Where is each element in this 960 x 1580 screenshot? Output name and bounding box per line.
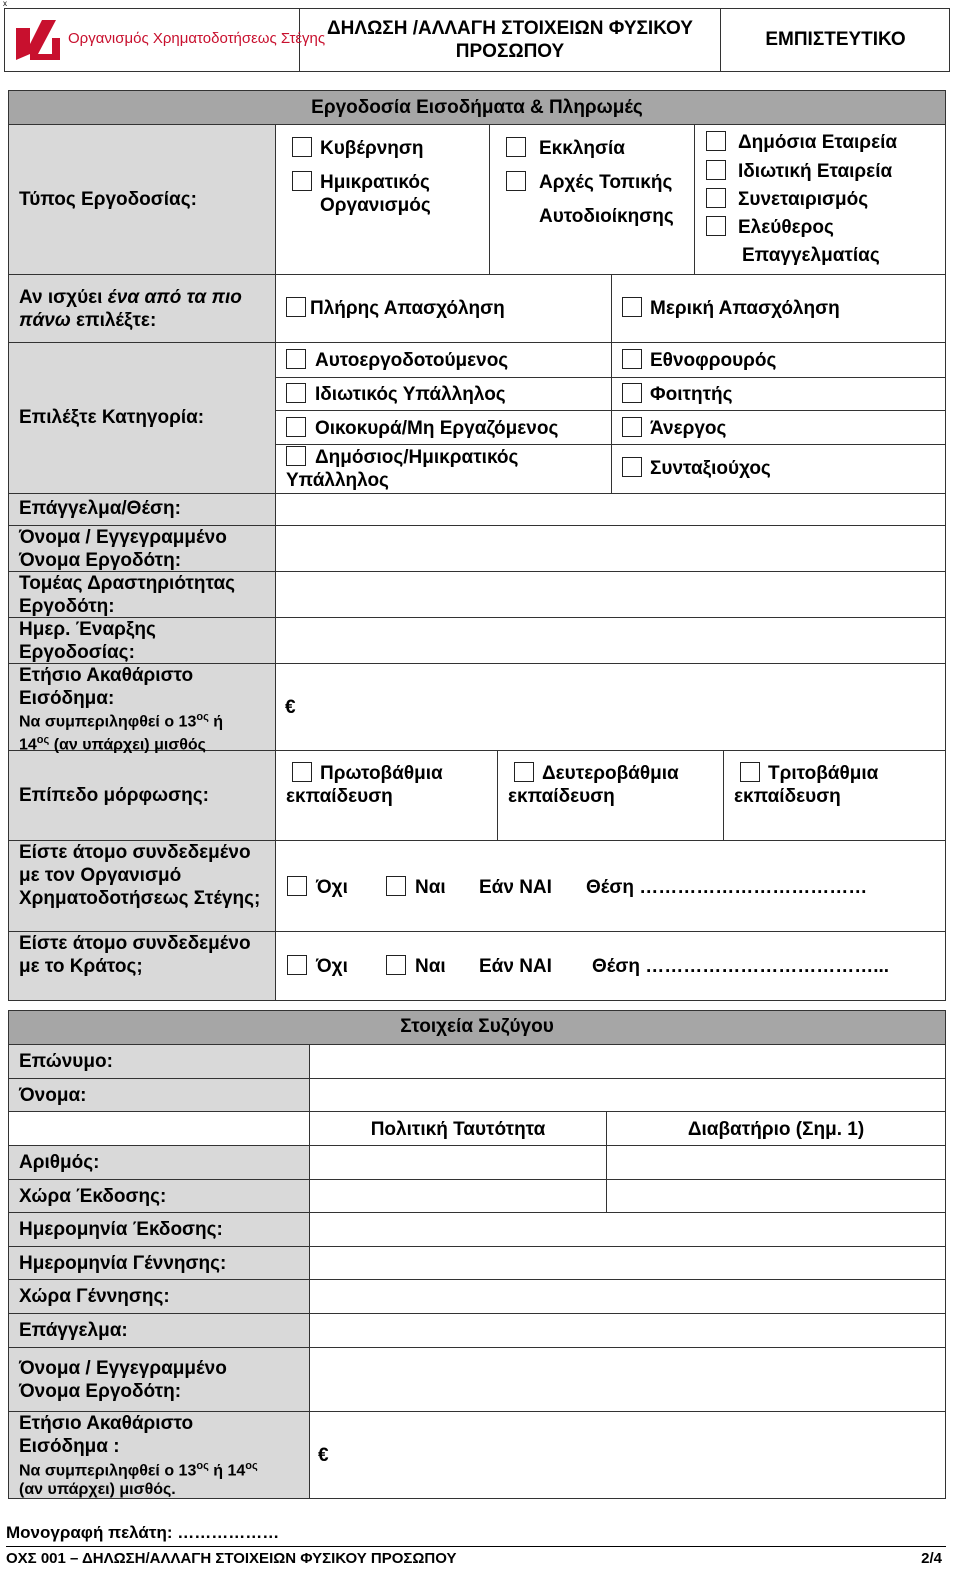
public-company-checkbox[interactable]: [706, 131, 726, 151]
unemployed-label: Άνεργος: [650, 418, 727, 439]
related-ohs-yes-label: Ναι: [415, 877, 446, 898]
spouse-birth-date-field[interactable]: [309, 1246, 946, 1280]
self-employed-label: Αυτοεργοδοτούμενος: [315, 350, 509, 371]
private-employee-label: Ιδιωτικός Υπάλληλος: [315, 384, 506, 405]
spouse-section-title: Στοιχεία Συζύγου: [400, 1016, 554, 1037]
self-employed-checkbox[interactable]: [286, 349, 306, 369]
tertiary-education-label: Τριτοβάθμια εκπαίδευση: [734, 763, 879, 807]
private-employee-checkbox[interactable]: [286, 383, 306, 403]
related-ohs-no-label: Όχι: [316, 877, 348, 898]
related-ohs-if-yes: Εάν ΝΑΙ: [479, 877, 552, 898]
employer-type-label: Τύπος Εργοδοσίας:: [19, 189, 197, 210]
page-number: 2/4: [921, 1550, 942, 1567]
primary-education-label: Πρωτοβάθμια εκπαίδευση: [286, 763, 443, 807]
full-time-label: Πλήρης Απασχόληση: [310, 298, 505, 319]
choose-label: Αν ισχύει ένα από τα πιο πάνω επιλέξτε:: [19, 287, 242, 331]
spouse-birth-country-field[interactable]: [309, 1279, 946, 1314]
related-ohs-no-checkbox[interactable]: [287, 876, 307, 896]
related-ohs-yes-checkbox[interactable]: [386, 876, 406, 896]
spouse-issue-country-label: Χώρα Έκδοσης:: [19, 1186, 167, 1207]
spouse-income-currency: €: [318, 1445, 329, 1466]
related-state-yes-checkbox[interactable]: [386, 955, 406, 975]
sector-field[interactable]: [275, 571, 946, 618]
employment-section-title: Εργοδοσία Εισοδήματα & Πληρωμές: [311, 97, 643, 118]
spouse-income-note: Να συμπεριληφθεί ο $13^{o\varsigma}$ ή $14^{o\varsigma}$ (αν υπάρχει) μισθός.: [19, 1460, 258, 1499]
income-currency: €: [285, 697, 296, 718]
spouse-birth-date-label: Ημερομηνία Γέννησης:: [19, 1253, 227, 1274]
private-company-label: Ιδιωτική Εταιρεία: [738, 161, 893, 182]
category-label: Επιλέξτε Κατηγορία:: [19, 407, 205, 428]
spouse-number-id-field[interactable]: [309, 1145, 607, 1180]
national-guard-checkbox[interactable]: [622, 349, 642, 369]
housewife-label: Οικοκυρά/Μη Εργαζόμενος: [315, 418, 559, 439]
spouse-doc-header-blank: [8, 1111, 310, 1146]
spouse-birth-country-label: Χώρα Γέννησης:: [19, 1286, 170, 1307]
occupation-field[interactable]: [275, 493, 946, 526]
start-date-field[interactable]: [275, 617, 946, 664]
spouse-name-field[interactable]: [309, 1078, 946, 1112]
housewife-checkbox[interactable]: [286, 417, 306, 437]
government-checkbox[interactable]: [292, 137, 312, 157]
form-title: ΔΗΛΩΣΗ /ΑΛΛΑΓΗ ΣΤΟΙΧΕΙΩΝ ΦΥΣΙΚΟΥ ΠΡΟΣΩΠΟΥ: [327, 18, 693, 62]
pensioner-checkbox[interactable]: [622, 457, 642, 477]
national-guard-label: Εθνοφρουρός: [650, 350, 777, 371]
student-label: Φοιτητής: [650, 384, 733, 405]
employer-name-label: Όνομα / Εγγεγραμμένο Όνομα Εργοδότη:: [19, 527, 227, 571]
cooperative-label: Συνεταιρισμός: [738, 189, 869, 210]
spouse-occupation-label: Επάγγελμα:: [19, 1320, 128, 1341]
start-date-label: Ημερ. Έναρξης Εργοδοσίας:: [19, 619, 156, 663]
income-label: Ετήσιο Ακαθάριστο Εισόδημα:: [19, 665, 194, 709]
full-time-checkbox[interactable]: [286, 297, 306, 317]
spouse-surname-label: Επώνυμο:: [19, 1051, 113, 1072]
church-label: Εκκλησία: [539, 138, 625, 159]
spouse-employer-field[interactable]: [309, 1347, 946, 1412]
confidential-label: ΕΜΠΙΣΤΕΥΤΙΚΟ: [765, 29, 906, 50]
unemployed-checkbox[interactable]: [622, 417, 642, 437]
spouse-employer-label: Όνομα / Εγγεγραμμένο Όνομα Εργοδότη:: [19, 1358, 227, 1402]
spouse-occupation-field[interactable]: [309, 1313, 946, 1348]
semi-gov-checkbox[interactable]: [292, 171, 312, 191]
spouse-passport-col-label: Διαβατήριο (Σημ. 1): [687, 1119, 865, 1140]
form-code: ΟΧΣ 001 – ΔΗΛΩΣΗ/ΑΛΛΑΓΗ ΣΤΟΙΧΕΙΩΝ ΦΥΣΙΚΟΥ ΠΡΟΣΩΠΟΥ: [6, 1550, 457, 1567]
part-time-label: Μερική Απασχόληση: [650, 298, 840, 319]
public-company-label: Δημόσια Εταιρεία: [738, 132, 898, 153]
spouse-surname-field[interactable]: [309, 1044, 946, 1079]
local-authority-label: Αρχές Τοπικής Αυτοδιοίκησης: [539, 172, 674, 227]
spouse-number-passport-field[interactable]: [606, 1145, 946, 1180]
spouse-issue-country-passport-field[interactable]: [606, 1179, 946, 1213]
spouse-name-label: Όνομα:: [19, 1085, 87, 1106]
related-state-if-yes: Εάν ΝΑΙ: [479, 956, 552, 977]
pensioner-label: Συνταξιούχος: [650, 458, 771, 479]
part-time-checkbox[interactable]: [622, 297, 642, 317]
spouse-number-label: Αριθμός:: [19, 1152, 100, 1173]
logo-text: Οργανισμός Χρηματοδοτήσεως Στέγης: [68, 30, 326, 47]
employer-name-field[interactable]: [275, 525, 946, 572]
related-state-no-checkbox[interactable]: [287, 955, 307, 975]
corner-mark: x: [3, 0, 7, 8]
spouse-income-label: Ετήσιο Ακαθάριστο Εισόδημα :: [19, 1413, 194, 1457]
related-state-no-label: Όχι: [316, 956, 348, 977]
church-checkbox[interactable]: [506, 137, 526, 157]
cooperative-checkbox[interactable]: [706, 188, 726, 208]
student-checkbox[interactable]: [622, 383, 642, 403]
related-state-yes-label: Ναι: [415, 956, 446, 977]
government-label: Κυβέρνηση: [320, 138, 424, 159]
related-state-position[interactable]: Θέση ………………………………...: [592, 956, 890, 977]
logo-icon: [12, 14, 64, 66]
education-label: Επίπεδο μόρφωσης:: [19, 785, 209, 806]
client-signature[interactable]: Μονογραφή πελάτη: ………………: [6, 1523, 280, 1542]
income-field[interactable]: [275, 663, 946, 751]
income-note: Να συμπεριληφθεί ο $13^{o\varsigma}$ ή $14^{o\varsigma}$ (αν υπάρχει) μισθός: [19, 711, 224, 754]
related-ohs-position[interactable]: Θέση ………………………………: [586, 877, 868, 898]
sector-label: Τομέας Δραστηριότητας Εργοδότη:: [19, 573, 236, 617]
related-state-label: Είστε άτομο συνδεδεμένο με το Κράτος;: [19, 933, 251, 977]
freelance-checkbox[interactable]: [706, 216, 726, 236]
footer-rule: [6, 1546, 946, 1547]
related-ohs-label: Είστε άτομο συνδεδεμένο με τον Οργανισμό Χρηματοδοτήσεως Στέγης;: [19, 842, 261, 909]
freelance-label: Ελεύθερος Επαγγελματίας: [738, 217, 880, 266]
spouse-issue-date-label: Ημερομηνία Έκδοσης:: [19, 1219, 223, 1240]
spouse-income-field[interactable]: [309, 1411, 946, 1499]
secondary-education-label: Δευτεροβάθμια εκπαίδευση: [508, 763, 679, 807]
spouse-issue-country-id-field[interactable]: [309, 1179, 607, 1213]
spouse-id-col-label: Πολιτική Ταυτότητα: [370, 1119, 546, 1140]
semi-gov-label: Ημικρατικός Οργανισμός: [320, 172, 431, 216]
public-employee-label: Δημόσιος/Ημικρατικός Υπάλληλος: [286, 447, 519, 491]
spouse-issue-date-field[interactable]: [309, 1212, 946, 1247]
private-company-checkbox[interactable]: [706, 160, 726, 180]
occupation-label: Επάγγελμα/Θέση:: [19, 498, 181, 519]
local-authority-checkbox[interactable]: [506, 171, 526, 191]
